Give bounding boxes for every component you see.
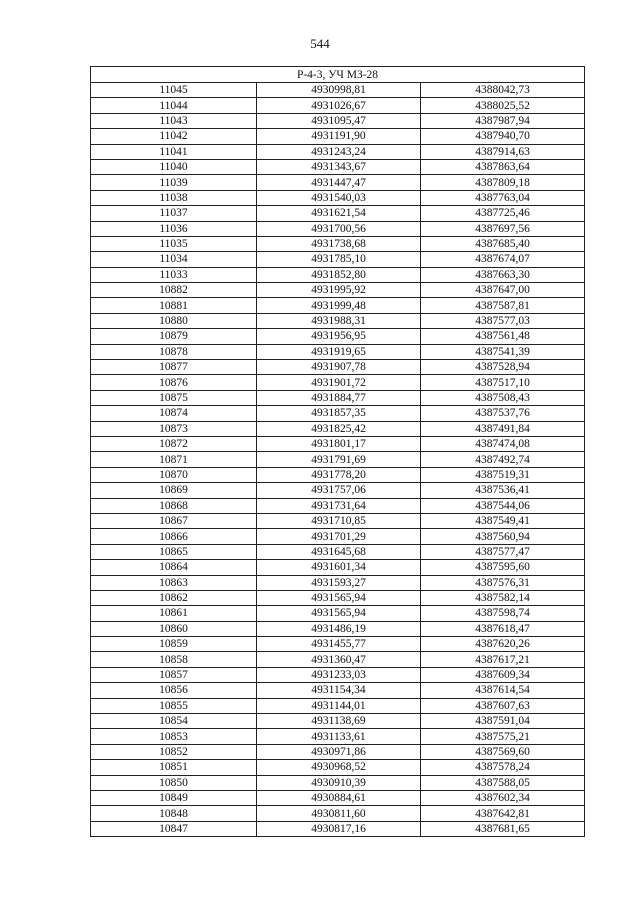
point-id-cell: 10849 — [91, 790, 257, 805]
table-row — [91, 498, 585, 513]
x-coordinate-cell: 4931486,19 — [257, 621, 421, 636]
y-coordinate-cell: 4387474,08 — [421, 436, 585, 451]
table-row — [91, 483, 585, 498]
y-coordinate-cell: 4387492,74 — [421, 452, 585, 467]
x-coordinate-cell: 4931857,35 — [257, 406, 421, 421]
y-coordinate-cell: 4387598,74 — [421, 606, 585, 621]
point-id-cell: 11041 — [91, 144, 257, 159]
table-row — [91, 252, 585, 267]
point-id-cell: 11033 — [91, 267, 257, 282]
x-coordinate-cell: 4931791,69 — [257, 452, 421, 467]
table-row — [91, 590, 585, 605]
x-coordinate-cell: 4930884,61 — [257, 790, 421, 805]
x-coordinate-cell: 4931757,06 — [257, 483, 421, 498]
y-coordinate-cell: 4387725,46 — [421, 206, 585, 221]
point-id-cell: 10864 — [91, 560, 257, 575]
table-row — [91, 452, 585, 467]
x-coordinate-cell: 4931133,61 — [257, 729, 421, 744]
x-coordinate-cell: 4931645,68 — [257, 544, 421, 559]
table-row — [91, 529, 585, 544]
x-coordinate-cell: 4931801,17 — [257, 436, 421, 451]
y-coordinate-cell: 4387674,07 — [421, 252, 585, 267]
point-id-cell: 10854 — [91, 714, 257, 729]
y-coordinate-cell: 4387617,21 — [421, 652, 585, 667]
x-coordinate-cell: 4931138,69 — [257, 714, 421, 729]
table-row — [91, 98, 585, 113]
y-coordinate-cell: 4387582,14 — [421, 590, 585, 605]
x-coordinate-cell: 4930971,86 — [257, 744, 421, 759]
point-id-cell: 11038 — [91, 190, 257, 205]
point-id-cell: 11044 — [91, 98, 257, 113]
table-row — [91, 821, 585, 836]
y-coordinate-cell: 4387587,81 — [421, 298, 585, 313]
x-coordinate-cell: 4930968,52 — [257, 760, 421, 775]
point-id-cell: 10877 — [91, 360, 257, 375]
table-row — [91, 760, 585, 775]
y-coordinate-cell: 4387607,63 — [421, 698, 585, 713]
point-id-cell: 11035 — [91, 236, 257, 251]
x-coordinate-cell: 4931026,67 — [257, 98, 421, 113]
table-row — [91, 806, 585, 821]
x-coordinate-cell: 4931701,29 — [257, 529, 421, 544]
point-id-cell: 10858 — [91, 652, 257, 667]
y-coordinate-cell: 4387595,60 — [421, 560, 585, 575]
table-row — [91, 129, 585, 144]
y-coordinate-cell: 4387561,48 — [421, 329, 585, 344]
y-coordinate-cell: 4387681,65 — [421, 821, 585, 836]
table-row — [91, 421, 585, 436]
point-id-cell: 10874 — [91, 406, 257, 421]
point-id-cell: 10876 — [91, 375, 257, 390]
x-coordinate-cell: 4931988,31 — [257, 313, 421, 328]
point-id-cell: 10881 — [91, 298, 257, 313]
table-row — [91, 283, 585, 298]
x-coordinate-cell: 4931901,72 — [257, 375, 421, 390]
point-id-cell: 11039 — [91, 175, 257, 190]
point-id-cell: 11034 — [91, 252, 257, 267]
coordinates-table-body — [91, 67, 585, 837]
point-id-cell: 10855 — [91, 698, 257, 713]
table-row — [91, 159, 585, 174]
x-coordinate-cell: 4931565,94 — [257, 606, 421, 621]
y-coordinate-cell: 4387602,34 — [421, 790, 585, 805]
y-coordinate-cell: 4387528,94 — [421, 360, 585, 375]
table-row — [91, 344, 585, 359]
y-coordinate-cell: 4387541,39 — [421, 344, 585, 359]
page-number: 544 — [310, 36, 330, 51]
point-id-cell: 10850 — [91, 775, 257, 790]
point-id-cell: 10865 — [91, 544, 257, 559]
point-id-cell: 11045 — [91, 83, 257, 98]
y-coordinate-cell: 4387508,43 — [421, 390, 585, 405]
point-id-cell: 10862 — [91, 590, 257, 605]
point-id-cell: 11043 — [91, 113, 257, 128]
y-coordinate-cell: 4388042,73 — [421, 83, 585, 98]
table-row — [91, 267, 585, 282]
point-id-cell: 10856 — [91, 683, 257, 698]
x-coordinate-cell: 4931884,77 — [257, 390, 421, 405]
x-coordinate-cell: 4931191,90 — [257, 129, 421, 144]
y-coordinate-cell: 4387491,84 — [421, 421, 585, 436]
x-coordinate-cell: 4931852,80 — [257, 267, 421, 282]
y-coordinate-cell: 4387620,26 — [421, 637, 585, 652]
point-id-cell: 10882 — [91, 283, 257, 298]
y-coordinate-cell: 4387914,63 — [421, 144, 585, 159]
y-coordinate-cell: 4387537,76 — [421, 406, 585, 421]
y-coordinate-cell: 4387569,60 — [421, 744, 585, 759]
point-id-cell: 10869 — [91, 483, 257, 498]
x-coordinate-cell: 4931343,67 — [257, 159, 421, 174]
y-coordinate-cell: 4387577,03 — [421, 313, 585, 328]
y-coordinate-cell: 4387940,70 — [421, 129, 585, 144]
table-row — [91, 513, 585, 528]
y-coordinate-cell: 4387519,31 — [421, 467, 585, 482]
table-row — [91, 544, 585, 559]
point-id-cell: 10860 — [91, 621, 257, 636]
table-row — [91, 221, 585, 236]
coordinates-table — [90, 66, 585, 837]
x-coordinate-cell: 4931785,10 — [257, 252, 421, 267]
y-coordinate-cell: 4388025,52 — [421, 98, 585, 113]
x-coordinate-cell: 4931995,92 — [257, 283, 421, 298]
x-coordinate-cell: 4930910,39 — [257, 775, 421, 790]
y-coordinate-cell: 4387517,10 — [421, 375, 585, 390]
x-coordinate-cell: 4931956,95 — [257, 329, 421, 344]
table-row — [91, 698, 585, 713]
x-coordinate-cell: 4931999,48 — [257, 298, 421, 313]
table-row — [91, 390, 585, 405]
point-id-cell: 10847 — [91, 821, 257, 836]
table-title: Р-4-3, УЧ МЗ-28 — [91, 67, 585, 83]
table-row — [91, 436, 585, 451]
x-coordinate-cell: 4931243,24 — [257, 144, 421, 159]
x-coordinate-cell: 4931593,27 — [257, 575, 421, 590]
table-row — [91, 744, 585, 759]
table-row — [91, 313, 585, 328]
x-coordinate-cell: 4931447,47 — [257, 175, 421, 190]
point-id-cell: 10870 — [91, 467, 257, 482]
y-coordinate-cell: 4387544,06 — [421, 498, 585, 513]
x-coordinate-cell: 4931565,94 — [257, 590, 421, 605]
table-row — [91, 144, 585, 159]
table-row — [91, 560, 585, 575]
table-row — [91, 236, 585, 251]
table-title-row — [91, 67, 585, 83]
point-id-cell: 10861 — [91, 606, 257, 621]
point-id-cell: 10866 — [91, 529, 257, 544]
y-coordinate-cell: 4387618,47 — [421, 621, 585, 636]
y-coordinate-cell: 4387560,94 — [421, 529, 585, 544]
point-id-cell: 10875 — [91, 390, 257, 405]
y-coordinate-cell: 4387863,64 — [421, 159, 585, 174]
point-id-cell: 10867 — [91, 513, 257, 528]
table-row — [91, 190, 585, 205]
table-row — [91, 467, 585, 482]
y-coordinate-cell: 4387763,04 — [421, 190, 585, 205]
table-row — [91, 729, 585, 744]
table-row — [91, 667, 585, 682]
x-coordinate-cell: 4930817,16 — [257, 821, 421, 836]
y-coordinate-cell: 4387987,94 — [421, 113, 585, 128]
table-row — [91, 775, 585, 790]
point-id-cell: 10863 — [91, 575, 257, 590]
point-id-cell: 10853 — [91, 729, 257, 744]
point-id-cell: 10872 — [91, 436, 257, 451]
table-row — [91, 683, 585, 698]
x-coordinate-cell: 4931154,34 — [257, 683, 421, 698]
x-coordinate-cell: 4931731,64 — [257, 498, 421, 513]
point-id-cell: 11040 — [91, 159, 257, 174]
table-row — [91, 714, 585, 729]
x-coordinate-cell: 4931825,42 — [257, 421, 421, 436]
y-coordinate-cell: 4387576,31 — [421, 575, 585, 590]
x-coordinate-cell: 4931919,65 — [257, 344, 421, 359]
y-coordinate-cell: 4387577,47 — [421, 544, 585, 559]
y-coordinate-cell: 4387697,56 — [421, 221, 585, 236]
y-coordinate-cell: 4387685,40 — [421, 236, 585, 251]
table-row — [91, 329, 585, 344]
x-coordinate-cell: 4931710,85 — [257, 513, 421, 528]
table-row — [91, 175, 585, 190]
x-coordinate-cell: 4931233,03 — [257, 667, 421, 682]
point-id-cell: 10880 — [91, 313, 257, 328]
point-id-cell: 10851 — [91, 760, 257, 775]
point-id-cell: 10871 — [91, 452, 257, 467]
point-id-cell: 10852 — [91, 744, 257, 759]
table-row — [91, 606, 585, 621]
point-id-cell: 10879 — [91, 329, 257, 344]
table-row — [91, 113, 585, 128]
point-id-cell: 10857 — [91, 667, 257, 682]
point-id-cell: 10868 — [91, 498, 257, 513]
table-row — [91, 790, 585, 805]
y-coordinate-cell: 4387663,30 — [421, 267, 585, 282]
x-coordinate-cell: 4930811,60 — [257, 806, 421, 821]
table-row — [91, 652, 585, 667]
x-coordinate-cell: 4930998,81 — [257, 83, 421, 98]
x-coordinate-cell: 4931095,47 — [257, 113, 421, 128]
y-coordinate-cell: 4387536,41 — [421, 483, 585, 498]
y-coordinate-cell: 4387609,34 — [421, 667, 585, 682]
x-coordinate-cell: 4931778,20 — [257, 467, 421, 482]
y-coordinate-cell: 4387578,24 — [421, 760, 585, 775]
x-coordinate-cell: 4931455,77 — [257, 637, 421, 652]
y-coordinate-cell: 4387642,81 — [421, 806, 585, 821]
point-id-cell: 10878 — [91, 344, 257, 359]
table-row — [91, 206, 585, 221]
y-coordinate-cell: 4387614,54 — [421, 683, 585, 698]
table-row — [91, 83, 585, 98]
x-coordinate-cell: 4931540,03 — [257, 190, 421, 205]
table-row — [91, 575, 585, 590]
y-coordinate-cell: 4387591,04 — [421, 714, 585, 729]
x-coordinate-cell: 4931601,34 — [257, 560, 421, 575]
x-coordinate-cell: 4931700,56 — [257, 221, 421, 236]
y-coordinate-cell: 4387575,21 — [421, 729, 585, 744]
x-coordinate-cell: 4931144,01 — [257, 698, 421, 713]
x-coordinate-cell: 4931907,78 — [257, 360, 421, 375]
table-row — [91, 375, 585, 390]
table-row — [91, 406, 585, 421]
y-coordinate-cell: 4387588,05 — [421, 775, 585, 790]
x-coordinate-cell: 4931738,68 — [257, 236, 421, 251]
point-id-cell: 10859 — [91, 637, 257, 652]
point-id-cell: 10873 — [91, 421, 257, 436]
point-id-cell: 11037 — [91, 206, 257, 221]
table-row — [91, 637, 585, 652]
table-row — [91, 298, 585, 313]
y-coordinate-cell: 4387647,00 — [421, 283, 585, 298]
x-coordinate-cell: 4931621,54 — [257, 206, 421, 221]
point-id-cell: 11042 — [91, 129, 257, 144]
point-id-cell: 10848 — [91, 806, 257, 821]
table-row — [91, 621, 585, 636]
x-coordinate-cell: 4931360,47 — [257, 652, 421, 667]
y-coordinate-cell: 4387809,18 — [421, 175, 585, 190]
table-row — [91, 360, 585, 375]
point-id-cell: 11036 — [91, 221, 257, 236]
y-coordinate-cell: 4387549,41 — [421, 513, 585, 528]
